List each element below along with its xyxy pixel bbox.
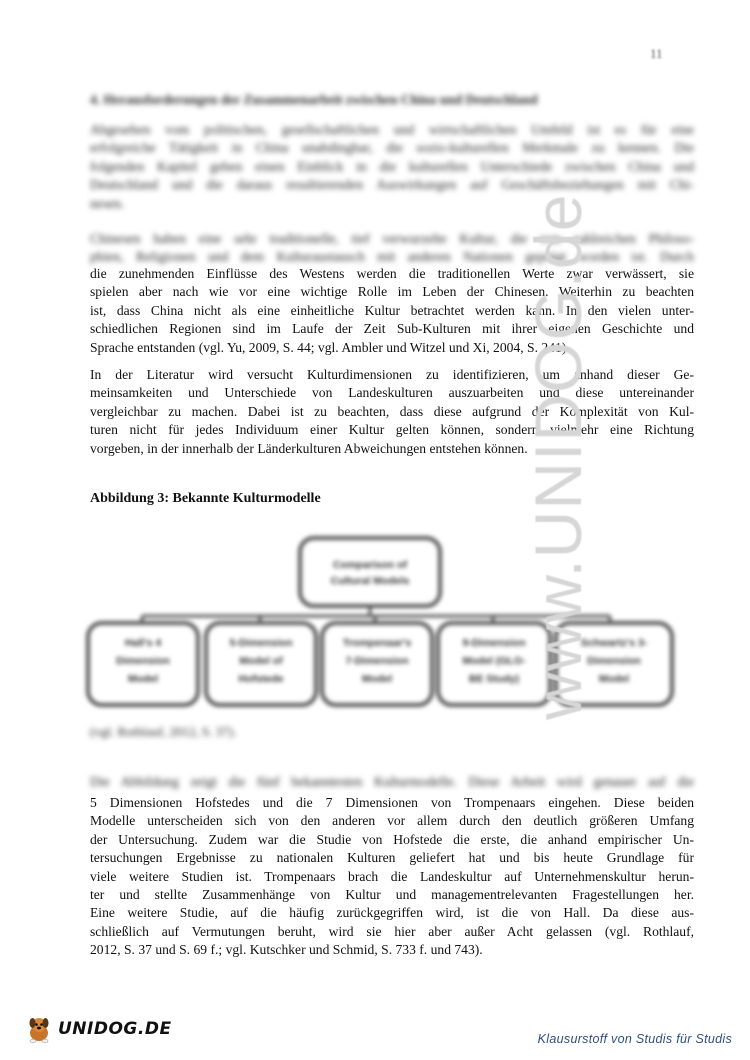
text-line: schiedlichen Regionen sind im Laufe der Zeit Sub-Kulturen mit ihrer eigenen Geschichte und [90,321,694,337]
text-line: viele weitere Studien ist. Trompenaars brach die Landeskultur auf Unternehmenskultur herun- [90,868,694,884]
diagram-node-1-line-1: Hall's 4 [124,637,162,649]
text-line: 5 Dimensionen Hofstedes und die 7 Dimensionen von Trompenaars eingehen. Diese beiden [90,795,694,810]
paragraph-intro [90,121,694,213]
text-line: vergleichbar zu machen. Dabei ist zu beachten, dass diese aufgrund der Komplexität von Kul- [90,403,694,419]
text-line: erfolgreiche Tätigkeit in China unabdingbar, die sozio-kulturellen Merkmale zu kennen. Die [90,140,694,156]
paragraph-figure [90,794,694,960]
text-line: ist, dass China nicht als eine einheitliche Kultur betrachtet werden kann. In den vielen unter- [90,302,694,318]
diagram-node-2-line-3: Hofstede [238,673,284,685]
diagram-node-3-line-2: 7-Dimension [345,655,409,667]
diagram-node-5-line-3: Model [598,673,630,685]
diagram-node-2-line-2: Model of [239,655,283,667]
text-line: tersuchungen Ergebnisse zu nationalen Kulturen geliefert hat und bis heute Grundlage für [90,850,694,866]
text-line: turen nicht für jedes Individuum einer Kultur gelten können, sondern vielmehr eine Richtung [90,422,694,438]
text-line: ter und stellte Zusammenhänge von Kultur und managementrelevanten Fragestellungen her. [90,887,694,903]
logo-text: UNIDOG.DE [58,1019,172,1039]
text-line: schließlich auf Vermutungen beruht, wird sie hier aber außer Acht gelassen (vgl. Rothlauf, [90,923,694,939]
text-line: Modelle unterscheiden sich von den anderen vor allem durch den deutlich größeren Umfang [90,813,694,829]
diagram-node-2-line-1: 5-Dimension [229,637,293,649]
text-line: vorgeben, in der innerhalb der Länderkulturen Abweichungen entstehen können. [90,440,528,456]
diagram-root-label-2: Cultural Models [330,575,410,587]
unidog-logo [24,1014,172,1044]
diagram-node-5-line-2: Dimension [587,655,641,667]
text-line: Sprache entstanden (vgl. Yu, 2009, S. 44; vgl. Ambler und Witzel und Xi, 2004, S. 241). [90,339,570,355]
diagram-node-4-line-1: 9-Dimension [462,637,526,649]
text-line: Eine weitere Studie, auf die häufig zurückgegriffen wird, ist die von Hall. Da diese aus- [90,905,694,921]
text-line: folgenden Kapitel geben einen Einblick in die kulturellen Unterschiede zwischen China und [90,158,694,174]
diagram-node-3-line-1: Trompenaar's [342,637,412,649]
text-line: Chinesen haben eine sehr traditionelle, tief verwurzelte Kultur, die von zahlreichen Philoso- [90,231,694,246]
text-line: In der Literatur wird versucht Kulturdimensionen zu identifizieren, um anhand dieser Ge- [90,367,694,382]
paragraph-culture [90,265,694,357]
text-line: Abgesehen vom politischen, gesellschaftlichen und wirtschaftlichen Umfeld ist es für eine [90,122,694,137]
text-line: Die Abbildung zeigt die fünf bekanntesten Kulturmodelle. Diese Arbeit wird genauer auf die [90,774,694,789]
diagram-node-4-line-3: BE Study) [468,673,520,685]
diagram-node-5-line-1: Schwartz's 3- [580,637,648,649]
text-line: die zunehmenden Einflüsse des Westens werden die traditionellen Werte zwar verwässert, sie [90,266,694,281]
footer-tagline: Klausurstoff von Studis für Studis [537,1032,732,1046]
text-line: spielen aber nach wie vor eine wichtige Rolle im Leben der Chinesen. Weiterhin zu beachten [90,284,694,300]
section-heading: 4. Herausforderungen der Zusammenarbeit zwischen China und Deutschland [90,92,538,107]
diagram-node-1-line-2: Dimension [116,655,170,667]
text-line: 2012, S. 37 und S. 69 f.; vgl. Kutschker und Schmid, S. 733 f. und 743). [90,942,483,958]
diagram-node-4-line-2: Model (GLO- [462,655,526,667]
text-line: der Untersuchung. Zudem war die Studie von Hofstede die erste, die anhand empirischer Un- [90,831,694,847]
text-line: phien, Religionen und dem Kulturaustausch mit anderen Nationen geprägt worden ist. Durch [90,249,694,265]
text-line: nesen. [90,195,125,211]
paragraph-figure-blurred [90,773,694,791]
dog-mascot-icon [24,1014,54,1044]
diagram-root-label-1: Comparison of [332,559,408,571]
watermark: www.UNIDOG.de [521,193,595,720]
diagram-node-1-line-3: Model [127,673,159,685]
figure-source: (vgl. Rothlauf, 2012, S. 37). [90,724,237,739]
paragraph-dimensions [90,366,694,458]
text-line: Deutschland und die daraus resultierenden Auswirkungen auf Geschäftsbeziehungen mit Chi- [90,177,694,193]
diagram-node-3-line-3: Model [361,673,393,685]
diagram-root-box [300,538,440,606]
figure-caption: Abbildung 3: Bekannte Kulturmodelle [90,491,321,506]
text-line: meinsamkeiten und Unterschiede von Landeskulturen auszuarbeiten und diese untereinander [90,385,694,401]
paragraph-culture-blurred [90,230,694,267]
page-number: 11 [650,46,663,61]
